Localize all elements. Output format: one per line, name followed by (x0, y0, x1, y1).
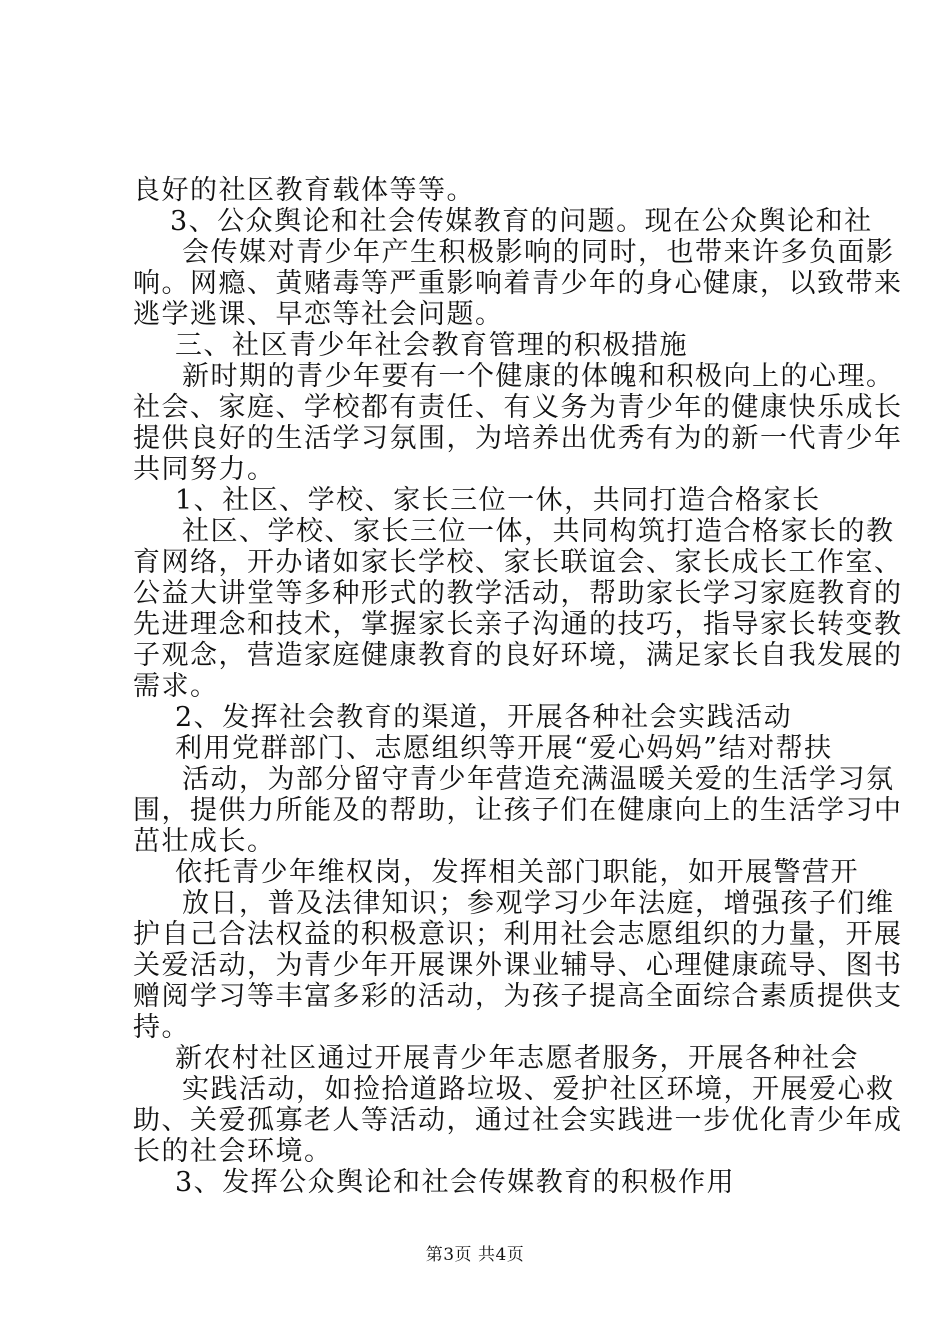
text-line: 茁壮成长。 (133, 826, 276, 857)
text-line: 活动，为部分留守青少年营造充满温暖关爱的生活学习氛 (182, 764, 895, 795)
text-line: 共同努力。 (133, 454, 276, 485)
text-line: 实践活动，如捡拾道路垃圾、爱护社区环境，开展爱心救 (182, 1074, 895, 1105)
text-line: 会传媒对青少年产生积极影响的同时，也带来许多负面影 (182, 237, 895, 268)
text-line: 先进理念和技术，掌握家长亲子沟通的技巧，指导家长转变教 (133, 609, 903, 640)
text-line: 需求。 (133, 671, 219, 702)
text-line: 响。网瘾、黄赌毒等严重影响着青少年的身心健康，以致带来 (133, 268, 903, 299)
subsection-heading: 3、发挥公众舆论和社会传媒教育的积极作用 (175, 1167, 736, 1198)
text-line: 新时期的青少年要有一个健康的体魄和积极向上的心理。 (182, 361, 895, 392)
text-line: 赠阅学习等丰富多彩的活动，为孩子提高全面综合素质提供支 (133, 981, 903, 1012)
text-line: 助、关爱孤寡老人等活动，通过社会实践进一步优化青少年成 (133, 1105, 903, 1136)
text-line: 关爱活动，为青少年开展课外课业辅导、心理健康疏导、图书 (133, 950, 903, 981)
text-line: 公益大讲堂等多种形式的教学活动，帮助家长学习家庭教育的 (133, 578, 903, 609)
subsection-heading: 2、发挥社会教育的渠道，开展各种社会实践活动 (175, 702, 793, 733)
text-line: 护自己合法权益的积极意识；利用社会志愿组织的力量，开展 (133, 919, 903, 950)
section-heading: 三、社区青少年社会教育管理的积极措施 (175, 330, 688, 361)
text-line: 3、公众舆论和社会传媒教育的问题。现在公众舆论和社 (170, 206, 873, 237)
text-line: 长的社会环境。 (133, 1136, 333, 1167)
text-line: 社区、学校、家长三位一体，共同构筑打造合格家长的教 (182, 516, 895, 547)
text-line: 良好的社区教育载体等等。 (133, 175, 475, 206)
text-line: 逃学逃课、早恋等社会问题。 (133, 299, 504, 330)
text-line: 依托青少年维权岗，发挥相关部门职能，如开展警营开 (175, 857, 859, 888)
subsection-heading: 1、社区、学校、家长三位一休，共同打造合格家长 (175, 485, 821, 516)
page-number-footer: 第3页 共4页 (425, 1245, 525, 1265)
text-line: 社会、家庭、学校都有责任、有义务为青少年的健康快乐成长 (133, 392, 903, 423)
text-line: 围，提供力所能及的帮助，让孩子们在健康向上的生活学习中 (133, 795, 903, 826)
text-line: 提供良好的生活学习氛围，为培养出优秀有为的新一代青少年 (133, 423, 903, 454)
text-line: 新农村社区通过开展青少年志愿者服务，开展各种社会 (175, 1043, 859, 1074)
text-line: 子观念，营造家庭健康教育的良好环境，满足家长自我发展的 (133, 640, 903, 671)
text-line: 放日，普及法律知识；参观学习少年法庭，增强孩子们维 (182, 888, 895, 919)
text-line: 育网络，开办诸如家长学校、家长联谊会、家长成长工作室、 (133, 547, 903, 578)
text-line: 利用党群部门、志愿组织等开展“爱心妈妈”结对帮扶 (175, 733, 833, 764)
text-line: 持。 (133, 1012, 190, 1043)
